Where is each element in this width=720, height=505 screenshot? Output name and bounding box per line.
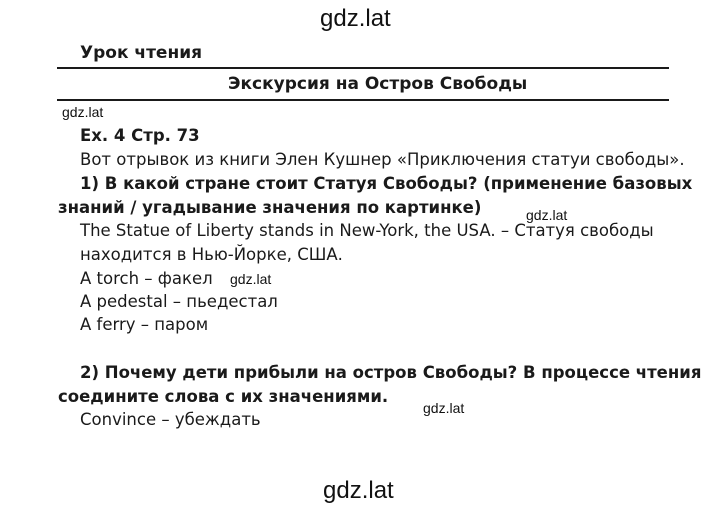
lesson-heading: Урок чтения (80, 43, 203, 63)
watermark-right-lower: gdz.lat (423, 400, 465, 416)
vocab-item: Convince – убеждать (80, 410, 261, 429)
answer-1-line-2: находится в Нью-Йорке, США. (80, 245, 343, 264)
answer-1-line-1: The Statue of Liberty stands in New-York, the USA. – Статуя свободы (80, 221, 654, 240)
vocab-item: A ferry – паром (80, 315, 209, 334)
watermark-middle: gdz.lat (230, 271, 272, 287)
page-title: Экскурсия на Остров Свободы (228, 74, 528, 94)
vocab-item: A pedestal – пьедестал (80, 292, 278, 311)
question-2-line-2: соедините слова с их значениями. (58, 387, 389, 406)
intro-text: Вот отрывок из книги Элен Кушнер «Приключения статуи свободы». (80, 150, 685, 169)
watermark-right-upper: gdz.lat (526, 207, 568, 223)
vocab-item: A torch – факел (80, 269, 213, 288)
top-divider (57, 67, 669, 69)
watermark-top: gdz.lat (320, 5, 391, 32)
watermark-left: gdz.lat (62, 104, 104, 120)
watermark-bottom: gdz.lat (323, 477, 394, 504)
title-divider (57, 99, 669, 101)
exercise-reference: Ex. 4 Стр. 73 (80, 126, 200, 145)
question-1-line-1: 1) В какой стране стоит Статуя Свободы? (применение базовых (80, 174, 693, 193)
question-1-line-2: знаний / угадывание значения по картинке) (58, 198, 482, 217)
question-2-line-1: 2) Почему дети прибыли на остров Свободы? В процессе чтения (80, 363, 702, 382)
